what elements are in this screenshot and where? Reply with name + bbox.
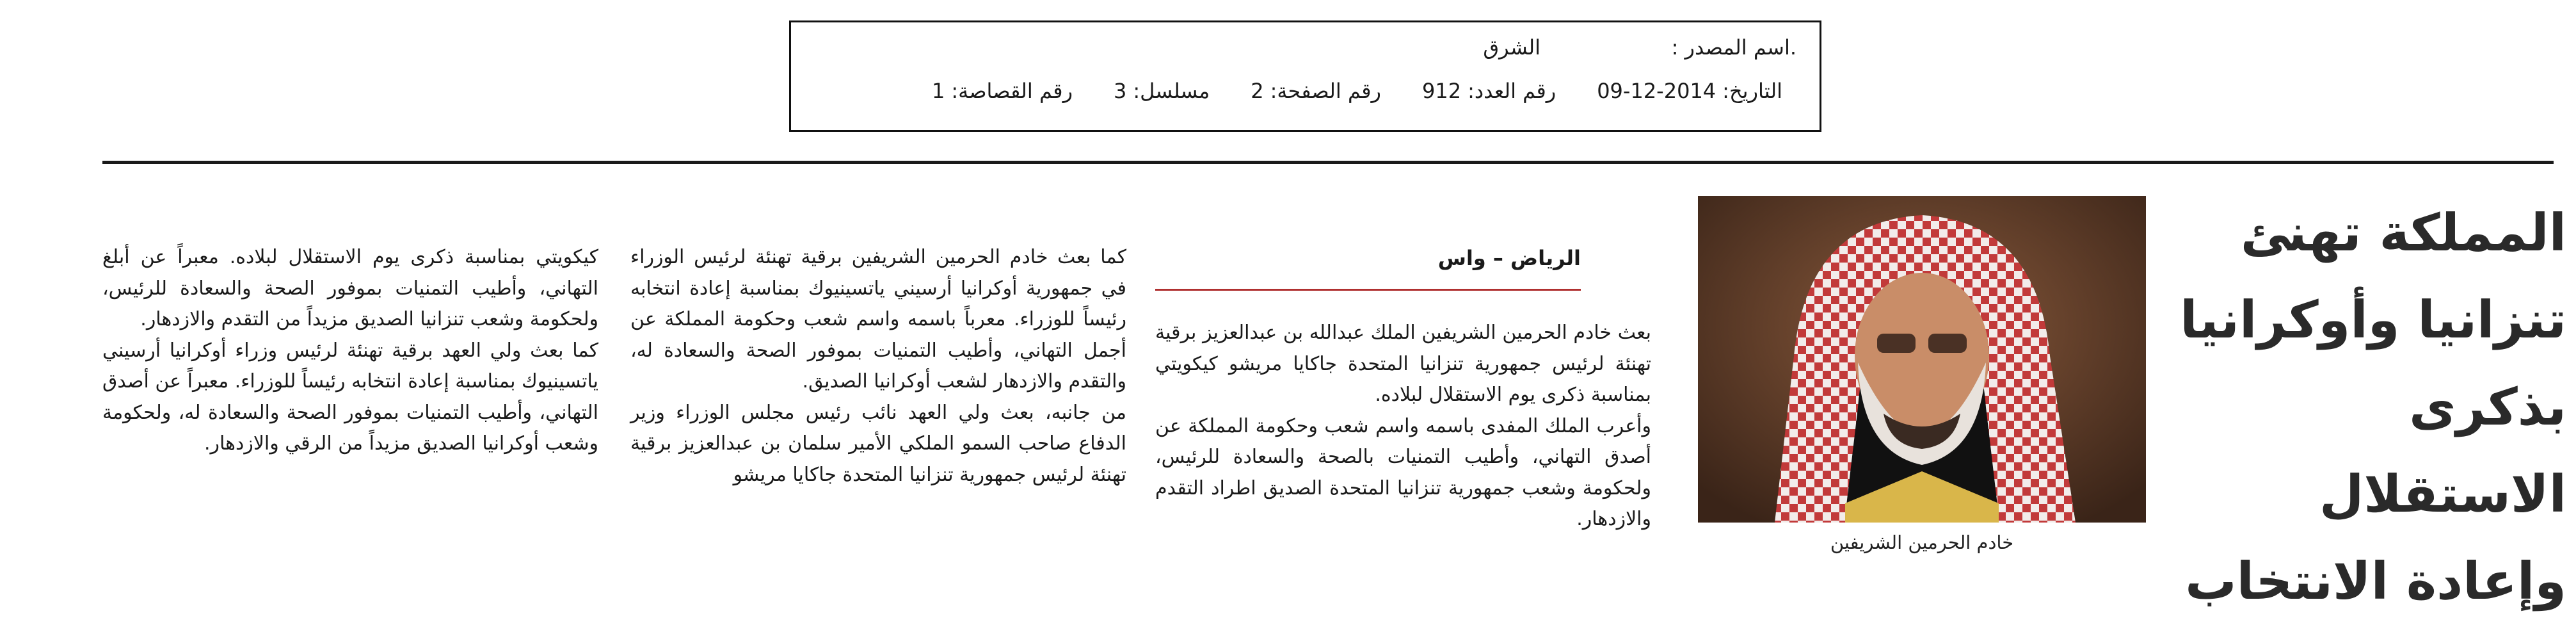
headline-line-2: تنزانيا وأوكرانيا [2180,290,2566,350]
portrait-photo [1698,196,2146,523]
page-label: رقم الصفحة: [1270,79,1381,103]
source-row [810,35,1796,67]
publication-details-row [810,79,1782,111]
column-2-paragraph-2: من جانبه، بعث ولي العهد نائب رئيس مجلس الوزراء وزير الدفاع صاحب السمو الملكي الأمير سلمان بن عبدالعزيز برقية تهنئة لرئيس جمهورية تنزانيا المتحدة جاكايا مريشو [630,401,1126,486]
article-column-3 [102,242,598,460]
column-1-paragraph-1: بعث خادم الحرمين الشريفين الملك عبدالله بن عبدالعزيز برقية تهنئة لرئيس جمهورية تنزانيا المتحدة جاكايا مريشو كيكويتي بمناسبة ذكرى يوم الاستقلال لبلاده. [1155,321,1651,406]
date-field [1590,79,1782,111]
date-label: التاريخ: [1722,79,1782,103]
headline-line-4: وإعادة الانتخاب [2185,551,2566,611]
headline-line-1: المملكة تهنئ [2240,203,2566,263]
date-value: 2014-12-09 [1597,79,1716,103]
source-metadata-box [789,20,1821,132]
section-divider [102,161,2554,164]
article-headline [2163,190,2566,625]
source-value: الشرق [1483,35,1540,60]
article-dateline: الرياض – واس [1437,246,1581,270]
clip-label: رقم القصاصة: [951,79,1073,103]
headline-line-3: بذكرى الاستقلال [2319,377,2566,524]
column-1-paragraph-2: وأعرب الملك المفدى باسمه واسم شعب وحكومة المملكة عن أصدق التهاني، وأطيب التمنيات بالصحة والسعادة للرئيس، ولحكومة وشعب جمهورية تنزانيا المتحدة الصديق اطراد التقدم والازدهار. [1155,414,1651,530]
issue-field [1416,79,1556,111]
issue-label: رقم العدد: [1468,79,1556,103]
serial-field [1107,79,1210,111]
dateline-underline [1155,289,1581,291]
clip-field [925,79,1073,111]
column-3-paragraph-2: كما بعث ولي العهد برقية تهنئة لرئيس وزراء أوكرانيا أرسيني ياتسينيوك بمناسبة إعادة انتخابه رئيساً للوزراء. معبراً عن أصدق التهاني، وأطيب التمنيات بموفور الصحة والسعادة له، ولحكومة وشعب أوكرانيا الصديق مزيداً من الرقي والازدهار. [102,339,598,455]
article-column-1 [1155,318,1651,535]
column-2-paragraph-1: كما بعث خادم الحرمين الشريفين برقية تهنئة لرئيس الوزراء في جمهورية أوكرانيا أرسيني ياتسينيوك بمناسبة إعادة انتخابه رئيساً للوزراء. معرباً باسمه واسم شعب وحكومة المملكة عن أجمل التهاني، وأطيب التمنيات بموفور الصحة والسعادة له، والتقدم والازدهار لشعب أوكرانيا الصديق. [630,246,1126,393]
clip-value: 1 [932,79,945,103]
page-value: 2 [1251,79,1264,103]
serial-value: 3 [1114,79,1127,103]
article-column-2 [630,242,1126,491]
page-field [1244,79,1381,111]
issue-value: 912 [1421,79,1462,103]
column-3-paragraph-1: كيكويتي بمناسبة ذكرى يوم الاستقلال لبلاده. معبراً عن أبلغ التهاني، وأطيب التمنيات بموفور الصحة والسعادة للرئيس، ولحكومة وشعب تنزانيا الصديق مزيداً من التقدم والازدهار. [102,246,598,330]
source-label: .اسم المصدر : [1671,35,1796,60]
photo-caption: خادم الحرمين الشريفين [1830,532,2014,553]
serial-label: مسلسل: [1133,79,1210,103]
